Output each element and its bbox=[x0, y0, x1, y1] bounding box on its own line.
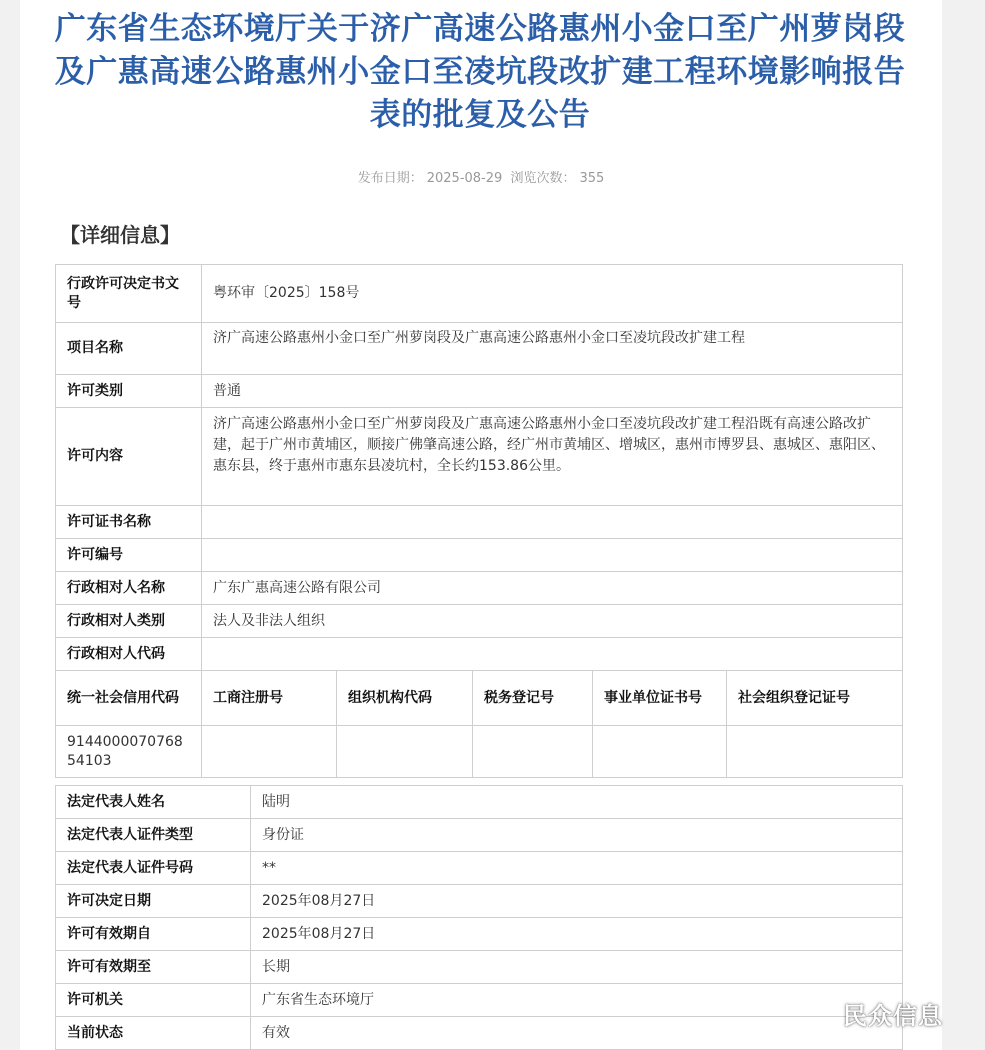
row-value bbox=[202, 506, 903, 539]
row-value: 2025年08月27日 bbox=[251, 885, 903, 918]
row-label: 法定代表人姓名 bbox=[56, 786, 251, 819]
section-title: 【详细信息】 bbox=[60, 223, 180, 247]
row-value: 济广高速公路惠州小金口至广州萝岗段及广惠高速公路惠州小金口至凌坑段改扩建工程 bbox=[202, 323, 903, 375]
row-label: 许可证书名称 bbox=[56, 506, 202, 539]
table-row bbox=[56, 984, 903, 1017]
document-page bbox=[20, 0, 942, 1050]
table-row bbox=[56, 323, 903, 375]
row-value: 身份证 bbox=[251, 819, 903, 852]
row-value: 长期 bbox=[251, 951, 903, 984]
credit-code-value: 914400007076854103 bbox=[56, 726, 202, 778]
code-header: 社会组织登记证号 bbox=[727, 671, 903, 726]
code-header: 税务登记号 bbox=[473, 671, 593, 726]
row-value: 有效 bbox=[251, 1017, 903, 1050]
row-value bbox=[202, 539, 903, 572]
code-header: 组织机构代码 bbox=[337, 671, 473, 726]
table-row bbox=[56, 918, 903, 951]
views-label: 浏览次数： bbox=[510, 171, 576, 186]
row-label: 法定代表人证件类型 bbox=[56, 819, 251, 852]
row-value: 普通 bbox=[202, 375, 903, 408]
code-header: 统一社会信用代码 bbox=[56, 671, 202, 726]
publish-date-label: 发布日期： bbox=[357, 171, 423, 186]
table-row bbox=[56, 572, 903, 605]
row-label: 行政相对人类别 bbox=[56, 605, 202, 638]
code-value-row bbox=[56, 726, 903, 778]
row-label: 许可类别 bbox=[56, 375, 202, 408]
row-label: 当前状态 bbox=[56, 1017, 251, 1050]
row-value: 广东省生态环境厅 bbox=[251, 984, 903, 1017]
table-row bbox=[56, 638, 903, 671]
code-value bbox=[337, 726, 473, 778]
row-value: 粤环审〔2025〕158号 bbox=[202, 265, 903, 323]
table-row bbox=[56, 819, 903, 852]
code-value bbox=[202, 726, 337, 778]
row-label: 法定代表人证件号码 bbox=[56, 852, 251, 885]
row-value: 陆明 bbox=[251, 786, 903, 819]
row-value: 济广高速公路惠州小金口至广州萝岗段及广惠高速公路惠州小金口至凌坑段改扩建工程沿既有高速公路改扩建，起于广州市黄埔区，顺接广佛肇高速公路，经广州市黄埔区、增城区，惠州市博罗县、惠城区、惠阳区、惠东县，终于惠州市惠东县凌坑村，全长约153.86公里。 bbox=[202, 408, 903, 506]
row-label: 许可编号 bbox=[56, 539, 202, 572]
table-row bbox=[56, 852, 903, 885]
table-row bbox=[56, 951, 903, 984]
table-row bbox=[56, 375, 903, 408]
code-header: 工商注册号 bbox=[202, 671, 337, 726]
code-value bbox=[593, 726, 727, 778]
row-value: 广东广惠高速公路有限公司 bbox=[202, 572, 903, 605]
row-value: 法人及非法人组织 bbox=[202, 605, 903, 638]
row-value: ** bbox=[251, 852, 903, 885]
row-label: 行政相对人代码 bbox=[56, 638, 202, 671]
table-row bbox=[56, 605, 903, 638]
table-row bbox=[56, 539, 903, 572]
watermark-logo: 民众信息 bbox=[843, 1002, 943, 1030]
row-label: 许可有效期至 bbox=[56, 951, 251, 984]
table-row bbox=[56, 885, 903, 918]
publish-date: 2025-08-29 bbox=[426, 171, 503, 186]
row-label: 许可内容 bbox=[56, 408, 202, 506]
code-value bbox=[473, 726, 593, 778]
row-label: 许可机关 bbox=[56, 984, 251, 1017]
table-row bbox=[56, 408, 903, 506]
table-row bbox=[56, 265, 903, 323]
row-label: 行政相对人名称 bbox=[56, 572, 202, 605]
row-label: 行政许可决定书文号 bbox=[56, 265, 202, 323]
table-row bbox=[56, 786, 903, 819]
code-header-row bbox=[56, 671, 903, 726]
row-label: 许可决定日期 bbox=[56, 885, 251, 918]
row-label: 许可有效期自 bbox=[56, 918, 251, 951]
row-value bbox=[202, 638, 903, 671]
row-label: 项目名称 bbox=[56, 323, 202, 375]
representative-table bbox=[55, 785, 903, 1050]
page-title: 广东省生态环境厅关于济广高速公路惠州小金口至广州萝岗段及广惠高速公路惠州小金口至凌坑段改扩建工程环境影响报告表的批复及公告 bbox=[54, 11, 906, 133]
table-row bbox=[56, 1017, 903, 1050]
table-row bbox=[56, 506, 903, 539]
views-count: 355 bbox=[579, 171, 605, 186]
publish-meta bbox=[20, 167, 942, 186]
detail-table bbox=[55, 264, 903, 778]
row-value: 2025年08月27日 bbox=[251, 918, 903, 951]
code-header: 事业单位证书号 bbox=[593, 671, 727, 726]
code-value bbox=[727, 726, 903, 778]
